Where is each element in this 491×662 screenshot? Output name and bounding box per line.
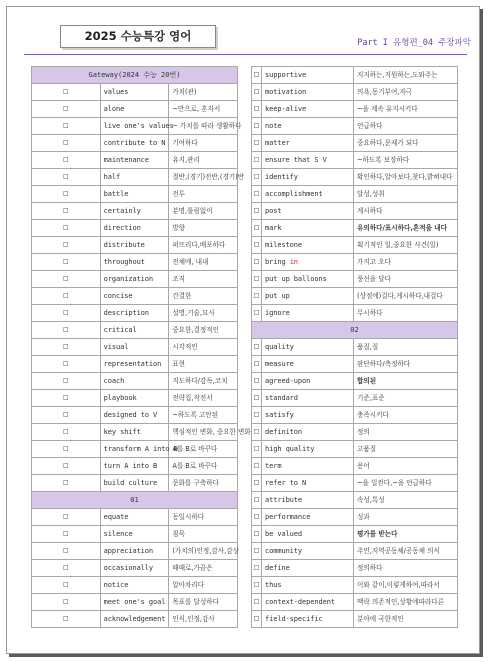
checkbox-bullet-icon: □ (32, 577, 101, 594)
checkbox-bullet-icon: □ (252, 475, 262, 492)
vocab-row (252, 220, 458, 237)
vocab-english: put up (262, 288, 354, 305)
checkbox-bullet-icon: □ (252, 254, 262, 271)
vocab-korean: 용어 (354, 458, 458, 475)
vocab-row (32, 407, 238, 424)
vocab-row (32, 577, 238, 594)
vocab-korean: 퍼뜨리다,배포하다 (169, 237, 238, 254)
checkbox-bullet-icon: □ (252, 305, 262, 322)
vocab-english: half (100, 169, 169, 186)
vocab-korean: 합의된 (354, 373, 458, 390)
vocab-korean: A를 B로 바꾸다 (169, 441, 238, 458)
vocab-row (32, 237, 238, 254)
vocab-korean: 조직 (169, 271, 238, 288)
checkbox-bullet-icon: □ (252, 577, 262, 594)
vocab-row (32, 135, 238, 152)
checkbox-bullet-icon: □ (252, 407, 262, 424)
checkbox-bullet-icon: □ (252, 152, 262, 169)
vocab-english: key shift (100, 424, 169, 441)
checkbox-bullet-icon: □ (252, 271, 262, 288)
vocab-english: direction (100, 220, 169, 237)
vocab-korean: 중요하다,문제가 되다 (354, 135, 458, 152)
vocab-korean: ~하도록 고안된 (169, 407, 238, 424)
header-divider (24, 54, 467, 55)
vocab-korean: 때때로,가끔은 (169, 560, 238, 577)
vocab-row (252, 169, 458, 186)
checkbox-bullet-icon: □ (32, 356, 101, 373)
checkbox-bullet-icon: □ (32, 526, 101, 543)
vocab-korean: 알아차리다 (169, 577, 238, 594)
vocab-english: term (262, 458, 354, 475)
section-title: 02 (252, 322, 458, 339)
checkbox-bullet-icon: □ (252, 135, 262, 152)
vocab-row (32, 271, 238, 288)
checkbox-bullet-icon: □ (32, 84, 101, 101)
vocab-korean: ~ 가치를 따라 생활하다 (169, 118, 238, 135)
vocab-korean: 정의하다 (354, 560, 458, 577)
checkbox-bullet-icon: □ (32, 424, 101, 441)
vocab-korean: 맥락 의존적인,상황에따라다른 (354, 594, 458, 611)
checkbox-bullet-icon: □ (32, 271, 101, 288)
vocab-row (32, 594, 238, 611)
vocab-row (252, 237, 458, 254)
vocab-korean: 절반,(경기)전반,(경기)반 (169, 169, 238, 186)
checkbox-bullet-icon: □ (252, 356, 262, 373)
vocab-row (32, 220, 238, 237)
vocab-row (252, 492, 458, 509)
checkbox-bullet-icon: □ (252, 186, 262, 203)
vocab-korean: 전체에, 내내 (169, 254, 238, 271)
vocab-korean: 방향 (169, 220, 238, 237)
vocab-english: visual (100, 339, 169, 356)
vocab-english: motivation (262, 84, 354, 101)
vocab-english: maintenance (100, 152, 169, 169)
vocab-row (252, 186, 458, 203)
checkbox-bullet-icon: □ (32, 611, 101, 628)
checkbox-bullet-icon: □ (32, 305, 101, 322)
vocab-korean: 유지,관리 (169, 152, 238, 169)
vocab-english: certainly (100, 203, 169, 220)
vocab-english: supportive (262, 67, 354, 84)
highlight-word: in (289, 258, 298, 266)
vocab-english: field-specific (262, 611, 354, 628)
vocab-english: playbook (100, 390, 169, 407)
vocab-korean: ~을 계속 유지시키다 (354, 101, 458, 118)
vocab-english: milestone (262, 237, 354, 254)
vocab-english: note (262, 118, 354, 135)
vocab-korean: 언급하다 (354, 118, 458, 135)
vocab-english: transform A into B (100, 441, 169, 458)
checkbox-bullet-icon: □ (252, 441, 262, 458)
vocab-row (32, 475, 238, 492)
checkbox-bullet-icon: □ (252, 509, 262, 526)
vocab-english: accomplishment (262, 186, 354, 203)
vocab-korean: 동일시하다 (169, 509, 238, 526)
vocab-row (252, 135, 458, 152)
vocab-korean: 목표를 달성하다 (169, 594, 238, 611)
vocab-row (252, 441, 458, 458)
vocab-korean: 침묵 (169, 526, 238, 543)
vocab-english: post (262, 203, 354, 220)
vocab-row (32, 611, 238, 628)
vocab-english: put up balloons (262, 271, 354, 288)
vocab-english: context-dependent (262, 594, 354, 611)
vocab-row (252, 305, 458, 322)
vocab-korean: 평가를 받는다 (354, 526, 458, 543)
vocab-english: satisfy (262, 407, 354, 424)
vocab-english: define (262, 560, 354, 577)
vocab-english: critical (100, 322, 169, 339)
vocab-korean: 유의하다/표시하다,흔적을 내다 (354, 220, 458, 237)
vocab-row (32, 254, 238, 271)
vocab-row (252, 203, 458, 220)
checkbox-bullet-icon: □ (252, 118, 262, 135)
vocab-english: ignore (262, 305, 354, 322)
vocab-korean: 의욕,동기부여,자극 (354, 84, 458, 101)
checkbox-bullet-icon: □ (32, 152, 101, 169)
page-subtitle: Part I 유형편_04 주장파악 (357, 38, 471, 48)
checkbox-bullet-icon: □ (32, 203, 101, 220)
vocab-row (252, 594, 458, 611)
checkbox-bullet-icon: □ (32, 288, 101, 305)
vocab-row (252, 152, 458, 169)
vocab-row (252, 526, 458, 543)
vocab-row (32, 356, 238, 373)
vocab-korean: 판단하다/측정하다 (354, 356, 458, 373)
vocab-row (252, 458, 458, 475)
vocab-table-right (251, 66, 458, 628)
vocab-english: meet one's goal (100, 594, 169, 611)
vocab-row (32, 560, 238, 577)
checkbox-bullet-icon: □ (32, 322, 101, 339)
vocab-row (32, 322, 238, 339)
vocab-english: mark (262, 220, 354, 237)
vocab-korean: 고품질 (354, 441, 458, 458)
vocab-korean: 분야에 국한적인 (354, 611, 458, 628)
vocab-korean: 정의 (354, 424, 458, 441)
vocab-row (252, 288, 458, 305)
vocab-row (252, 543, 458, 560)
vocab-korean: 기준,표준 (354, 390, 458, 407)
vocab-row (32, 390, 238, 407)
checkbox-bullet-icon: □ (252, 67, 262, 84)
checkbox-bullet-icon: □ (32, 458, 101, 475)
vocab-english: ensure that S V (262, 152, 354, 169)
vocab-english: designed to V (100, 407, 169, 424)
checkbox-bullet-icon: □ (32, 118, 101, 135)
vocab-english: attribute (262, 492, 354, 509)
checkbox-bullet-icon: □ (252, 492, 262, 509)
vocab-row (32, 441, 238, 458)
checkbox-bullet-icon: □ (252, 169, 262, 186)
vocab-row (32, 424, 238, 441)
checkbox-bullet-icon: □ (32, 135, 101, 152)
vocab-english: measure (262, 356, 354, 373)
vocab-english: silence (100, 526, 169, 543)
vocab-korean: 지도하다/감독,코치 (169, 373, 238, 390)
vocab-english: be valued (262, 526, 354, 543)
vocab-english: performance (262, 509, 354, 526)
vocab-row (32, 305, 238, 322)
vocab-english: distribute (100, 237, 169, 254)
checkbox-bullet-icon: □ (252, 594, 262, 611)
vocab-row (252, 101, 458, 118)
vocab-korean: 품질,질 (354, 339, 458, 356)
checkbox-bullet-icon: □ (252, 543, 262, 560)
checkbox-bullet-icon: □ (32, 237, 101, 254)
vocab-english: turn A into B (100, 458, 169, 475)
vocab-korean: 속성,특성 (354, 492, 458, 509)
vocab-row (252, 560, 458, 577)
vocab-korean: (가치의)인정,감사,감상 (169, 543, 238, 560)
checkbox-bullet-icon: □ (252, 526, 262, 543)
vocab-english: acknowledgement (100, 611, 169, 628)
vocab-korean: 중요한,결정적인 (169, 322, 238, 339)
vocab-row (252, 356, 458, 373)
checkbox-bullet-icon: □ (32, 441, 101, 458)
vocab-english: organization (100, 271, 169, 288)
vocab-korean: 전략집,작전서 (169, 390, 238, 407)
vocab-korean: ~하도록 보장하다 (354, 152, 458, 169)
vocab-row (252, 254, 458, 271)
vocab-korean: 지지하는,지원하는,도와주는 (354, 67, 458, 84)
vocab-korean: 주민,지역공동체/공동체 의식 (354, 543, 458, 560)
vocab-row (32, 186, 238, 203)
vocab-english: notice (100, 577, 169, 594)
vocab-korean: ~만으로, 혼자서 (169, 101, 238, 118)
checkbox-bullet-icon: □ (252, 220, 262, 237)
vocab-english: community (262, 543, 354, 560)
checkbox-bullet-icon: □ (252, 458, 262, 475)
vocab-row (32, 101, 238, 118)
vocab-korean: 가지고 오다 (354, 254, 458, 271)
vocab-row (32, 458, 238, 475)
vocab-korean: 기여하다 (169, 135, 238, 152)
vocab-korean: 획기적인 일,중요한 사건(일) (354, 237, 458, 254)
vocab-korean: A를 B로 바꾸다 (169, 458, 238, 475)
checkbox-bullet-icon: □ (32, 169, 101, 186)
vocab-english: live one's values (100, 118, 169, 135)
vocab-row (32, 509, 238, 526)
vocab-table-left (31, 66, 251, 628)
checkbox-bullet-icon: □ (32, 407, 101, 424)
section-header (32, 492, 238, 509)
vocab-english: occasionally (100, 560, 169, 577)
checkbox-bullet-icon: □ (32, 543, 101, 560)
checkbox-bullet-icon: □ (32, 101, 101, 118)
vocab-row (32, 373, 238, 390)
checkbox-bullet-icon: □ (32, 509, 101, 526)
vocab-english: bring in (262, 254, 354, 271)
checkbox-bullet-icon: □ (32, 186, 101, 203)
checkbox-bullet-icon: □ (32, 220, 101, 237)
vocab-korean: 간결한 (169, 288, 238, 305)
vocab-row (32, 288, 238, 305)
vocab-row (252, 271, 458, 288)
vocab-row (252, 373, 458, 390)
checkbox-bullet-icon: □ (252, 339, 262, 356)
vocab-english: build culture (100, 475, 169, 492)
checkbox-bullet-icon: □ (252, 390, 262, 407)
vocab-english: definiton (262, 424, 354, 441)
vocab-column-left (31, 66, 251, 628)
checkbox-bullet-icon: □ (252, 288, 262, 305)
page-title: 2025 수능특강 영어 (60, 25, 216, 48)
vocab-korean: 확인하다,알아보다,찾다,밝혀내다 (354, 169, 458, 186)
checkbox-bullet-icon: □ (32, 560, 101, 577)
vocab-row (252, 611, 458, 628)
vocab-korean: 핵심적인 변화, 중요한 변화 (169, 424, 238, 441)
section-header (252, 322, 458, 339)
vocab-row (32, 169, 238, 186)
checkbox-bullet-icon: □ (32, 254, 101, 271)
vocab-korean: 설명,기술,묘사 (169, 305, 238, 322)
checkbox-bullet-icon: □ (32, 390, 101, 407)
vocab-english: concise (100, 288, 169, 305)
vocab-column-right (251, 66, 458, 628)
vocab-english: quality (262, 339, 354, 356)
vocab-english: battle (100, 186, 169, 203)
vocab-row (252, 577, 458, 594)
vocab-korean: 게시하다 (354, 203, 458, 220)
vocab-row (32, 339, 238, 356)
vocab-row (32, 118, 238, 135)
vocab-row (252, 509, 458, 526)
vocab-row (32, 152, 238, 169)
checkbox-bullet-icon: □ (252, 424, 262, 441)
vocab-english: description (100, 305, 169, 322)
vocab-korean: 달성,성취 (354, 186, 458, 203)
vocab-english: matter (262, 135, 354, 152)
vocab-english: equate (100, 509, 169, 526)
vocab-row (32, 526, 238, 543)
vocab-row (252, 475, 458, 492)
vocab-row (32, 203, 238, 220)
vocab-row (252, 424, 458, 441)
checkbox-bullet-icon: □ (252, 237, 262, 254)
checkbox-bullet-icon: □ (252, 101, 262, 118)
vocab-korean: 분명,틀림없이 (169, 203, 238, 220)
vocab-english: representation (100, 356, 169, 373)
vocab-english: thus (262, 577, 354, 594)
vocab-english: keep-alive (262, 101, 354, 118)
vocab-english: refer to N (262, 475, 354, 492)
section-header (32, 67, 238, 84)
vocab-korean: 풍선을 달다 (354, 271, 458, 288)
checkbox-bullet-icon: □ (32, 339, 101, 356)
vocab-english: standard (262, 390, 354, 407)
checkbox-bullet-icon: □ (252, 560, 262, 577)
checkbox-bullet-icon: □ (252, 84, 262, 101)
checkbox-bullet-icon: □ (32, 373, 101, 390)
vocab-english: identify (262, 169, 354, 186)
vocab-english: contribute to N (100, 135, 169, 152)
vocab-english: throughout (100, 254, 169, 271)
vocab-row (252, 84, 458, 101)
checkbox-bullet-icon: □ (32, 475, 101, 492)
vocab-row (32, 84, 238, 101)
section-title: 01 (32, 492, 238, 509)
vocab-english: high quality (262, 441, 354, 458)
checkbox-bullet-icon: □ (252, 611, 262, 628)
checkbox-bullet-icon: □ (252, 203, 262, 220)
vocab-row (32, 543, 238, 560)
vocab-row (252, 339, 458, 356)
vocab-korean: 충족시키다 (354, 407, 458, 424)
vocab-korean: (상점에)걸다,게시하다,내걸다 (354, 288, 458, 305)
vocab-korean: ~을 일컫다,~을 언급하다 (354, 475, 458, 492)
vocab-korean: 표현 (169, 356, 238, 373)
checkbox-bullet-icon: □ (32, 594, 101, 611)
vocab-english: agreed-upon (262, 373, 354, 390)
section-title: Gateway(2024 수능 20번) (32, 67, 238, 84)
vocab-english: values (100, 84, 169, 101)
vocab-english: appreciation (100, 543, 169, 560)
checkbox-bullet-icon: □ (252, 373, 262, 390)
vocab-korean: 이와 같이,이렇게하여,따라서 (354, 577, 458, 594)
vocab-korean: 무시하다 (354, 305, 458, 322)
vocab-row (252, 390, 458, 407)
vocab-row (252, 67, 458, 84)
vocab-korean: 성과 (354, 509, 458, 526)
vocab-korean: 가치(관) (169, 84, 238, 101)
vocab-row (252, 407, 458, 424)
vocab-korean: 시각적인 (169, 339, 238, 356)
vocab-english: alone (100, 101, 169, 118)
vocab-korean: 문화를 구축하다 (169, 475, 238, 492)
vocab-korean: 인식,인정,감사 (169, 611, 238, 628)
vocab-korean: 전투 (169, 186, 238, 203)
vocab-english: coach (100, 373, 169, 390)
vocab-row (252, 118, 458, 135)
